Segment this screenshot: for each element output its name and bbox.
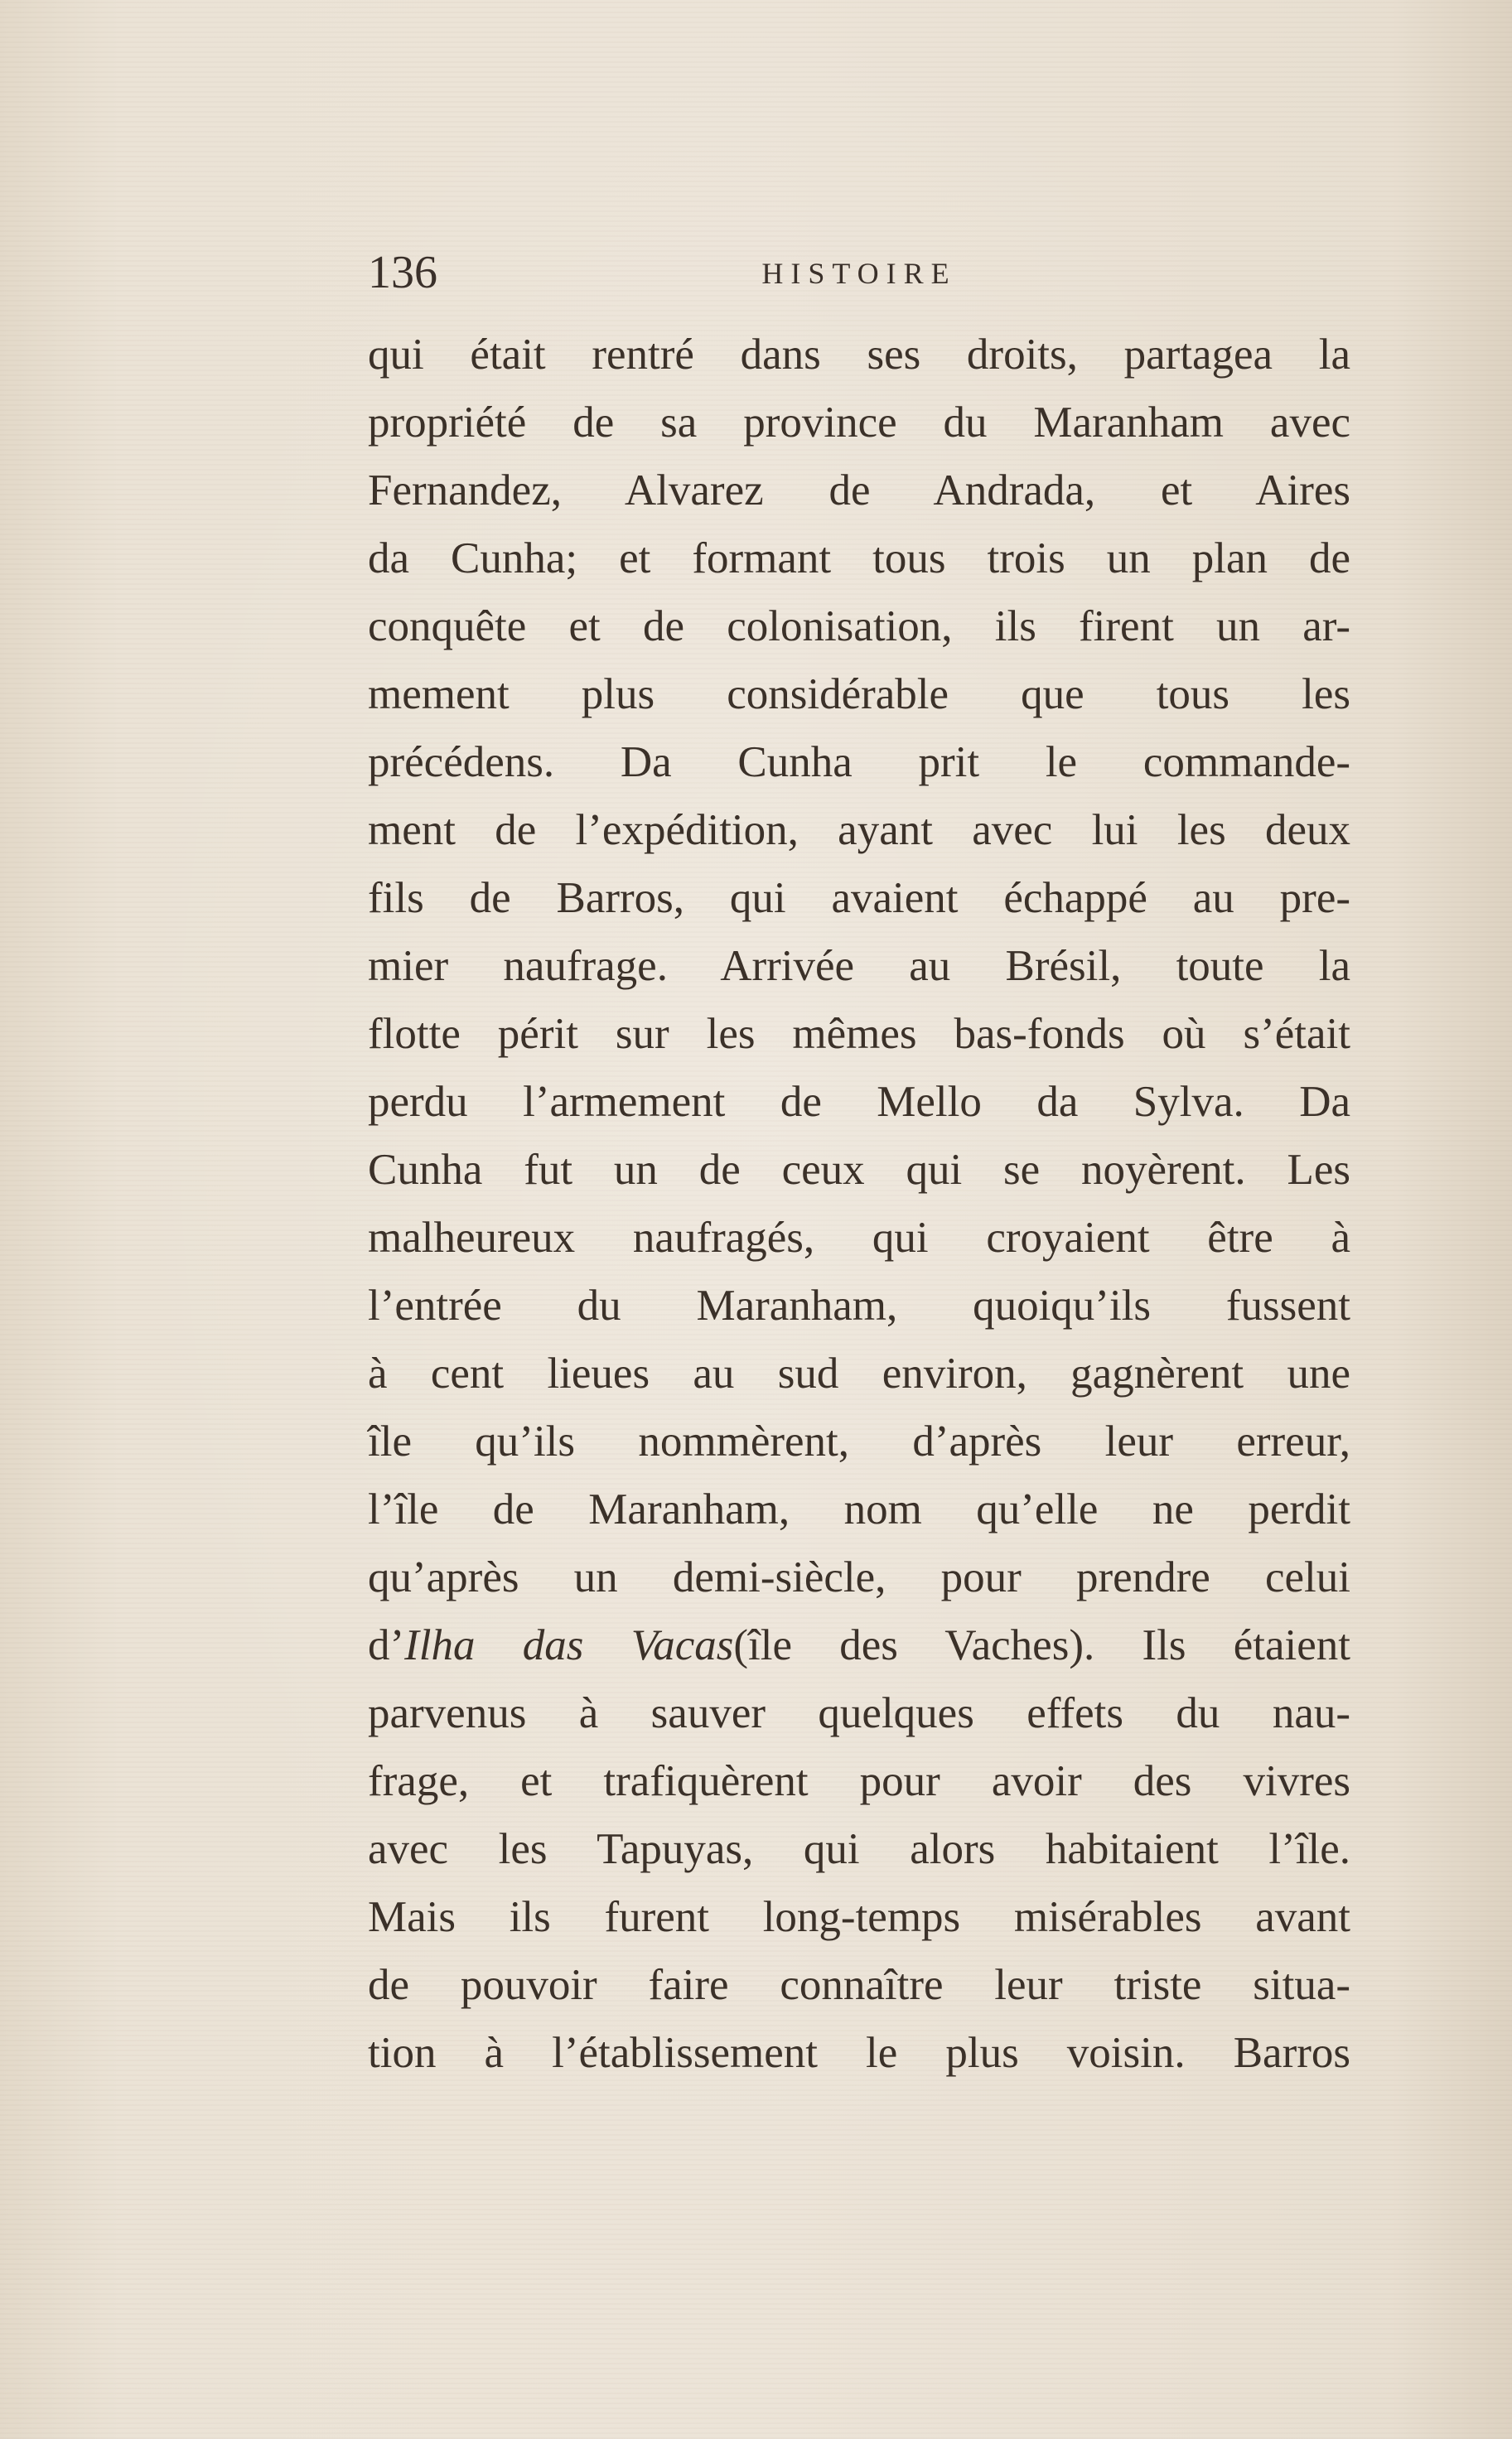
text-line: qu’après un demi-siècle, pour prendre celui — [368, 1553, 1350, 1601]
text-fragment: (île des Vaches). Ils étaient — [733, 1621, 1351, 1669]
text-line: Cunha fut un de ceux qui se noyèrent. Les — [368, 1146, 1350, 1194]
text-line: da Cunha; et formant tous trois un plan de — [368, 534, 1350, 582]
text-line: fils de Barros, qui avaient échappé au pre- — [368, 874, 1350, 922]
text-line: qui était rentré dans ses droits, partagea la — [368, 331, 1350, 379]
italic-place-name: Ilha das Vacas — [404, 1621, 734, 1669]
text-line: l’île de Maranham, nom qu’elle ne perdit — [368, 1485, 1350, 1533]
text-line: Mais ils furent long-temps misérables avant — [368, 1893, 1350, 1941]
text-line: l’entrée du Maranham, quoiqu’ils fussent — [368, 1282, 1350, 1330]
text-line: de pouvoir faire connaître leur triste situa- — [368, 1961, 1350, 2009]
text-line: flotte périt sur les mêmes bas-fonds où s’était — [368, 1010, 1350, 1058]
text-line: conquête et de colonisation, ils firent un ar- — [368, 602, 1350, 650]
text-line: parvenus à sauver quelques effets du nau- — [368, 1689, 1350, 1737]
text-line: tion à l’établissement le plus voisin. Barros — [368, 2029, 1350, 2077]
page-number: 136 — [368, 247, 437, 298]
page-header — [368, 244, 1350, 302]
text-line-with-italic — [368, 1611, 1350, 1679]
text-line: mement plus considérable que tous les — [368, 670, 1350, 718]
text-line: perdu l’armement de Mello da Sylva. Da — [368, 1078, 1350, 1126]
text-line: mier naufrage. Arrivée au Brésil, toute la — [368, 942, 1350, 990]
text-line: à cent lieues au sud environ, gagnèrent une — [368, 1350, 1350, 1398]
text-line: propriété de sa province du Maranham avec — [368, 398, 1350, 447]
text-line: île qu’ils nommèrent, d’après leur erreur, — [368, 1418, 1350, 1466]
body-text — [368, 321, 1350, 2087]
text-line: Fernandez, Alvarez de Andrada, et Aires — [368, 466, 1350, 514]
text-line: frage, et trafiquèrent pour avoir des vivres — [368, 1757, 1350, 1805]
text-line: ment de l’expédition, ayant avec lui les deux — [368, 806, 1350, 854]
text-fragment: d’ — [368, 1621, 405, 1669]
running-head: HISTOIRE — [761, 257, 957, 290]
text-line: malheureux naufragés, qui croyaient être à — [368, 1214, 1350, 1262]
text-line: précédens. Da Cunha prit le commande- — [368, 738, 1350, 786]
text-line: avec les Tapuyas, qui alors habitaient l’île. — [368, 1825, 1350, 1873]
